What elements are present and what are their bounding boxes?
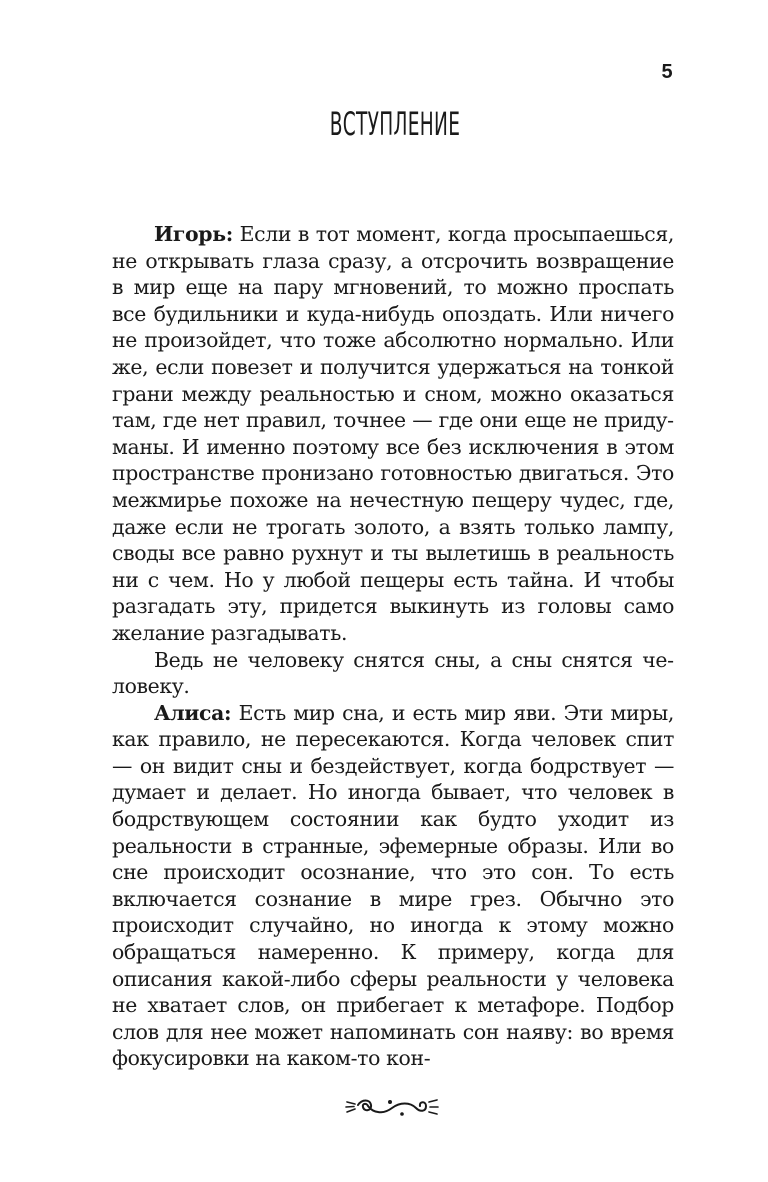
paragraph-igor bbox=[112, 221, 674, 647]
chapter-title: ВСТУПЛЕНИЕ bbox=[329, 105, 461, 143]
paragraph-text: Ведь не человеку снятся сны, а сны снятся человеку. bbox=[112, 647, 674, 699]
decorative-flourish-icon bbox=[344, 1092, 440, 1120]
paragraph-text: Если в тот момент, когда просыпаешься, не открывать глаза сразу, а отсрочить возвращение в мир еще на пару мгновений, то можно проспать все будильники и куда-нибудь опоздать. Или ничего не произойдет, что тоже абсолютно нормально. Или же, если повезет и получится удержаться на тонкой грани между реальностью и сном, можно оказаться там, где нет правил, точнее — где они еще не придуманы. И именно поэтому все без исключения в этом пространстве пронизано готовностью двигаться. Это межмирье похоже на нечестную пещеру чудес, где, даже если не трогать золото, а взять только лампу, своды все равно рухнут и ты вылетишь в реальность ни с чем. Но у любой пещеры есть тайна. И чтобы разгадать эту, придется выкинуть из головы само желание разгадывать. bbox=[112, 222, 674, 645]
paragraph-alisa bbox=[112, 700, 674, 1072]
speaker-name: Алиса: bbox=[154, 700, 232, 725]
speaker-name: Игорь: bbox=[154, 222, 233, 246]
page-number: 5 bbox=[661, 61, 673, 83]
paragraph-text: Есть мир сна, и есть мир яви. Эти миры, как правило, не пересекаются. Когда человек спит — он видит сны и бездействует, когда бодрствует — думает и делает. Но иногда бывает, что человек в бодрствующем состоянии как будто уходит из реальности в странные, эфемерные образы. Или во сне происходит осознание, что это сон. То есть включается сознание в мире грез. Обычно это происходит случайно, но иногда к этому можно обращаться намеренно. К примеру, когда для описания какой-либо сферы реальности у человека не хватает слов, он прибегает к метафоре. Подбор слов для нее может напоминать сон наяву: во время фокусировки на каком-то кон- bbox=[112, 700, 674, 1071]
body-text bbox=[112, 221, 674, 1072]
paragraph-dreams bbox=[112, 647, 674, 700]
